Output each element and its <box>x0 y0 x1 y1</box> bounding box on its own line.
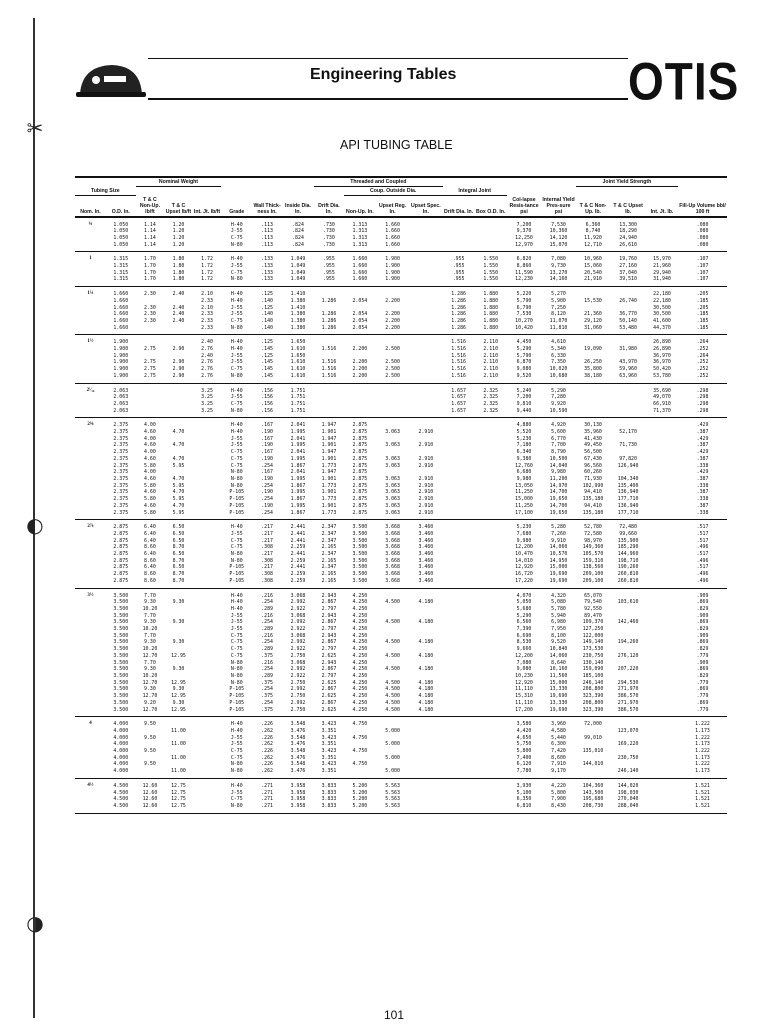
ij-drift-dia-cell <box>443 418 475 520</box>
fillup-volume-cell: .080 .080 .080 .080 <box>696 221 709 248</box>
coup-nonup-od-cell: 2.054 2.054 2.054 2.054 <box>352 297 368 331</box>
od-cell: 1.660 1.660 1.660 1.660 1.660 1.660 <box>113 291 129 331</box>
inside-dia-cell: 1.410 1.380 1.410 1.380 1.380 1.380 <box>290 291 306 331</box>
jy-upset-cell: 13,300 18,290 24,940 26,610 <box>619 221 637 248</box>
coup-upset-reg-od-cell <box>376 383 409 418</box>
coup-upset-reg-od-cell: 3.668 3.668 3.668 3.668 3.668 3.668 3.668 3.668 3.668 <box>385 524 400 584</box>
tc-upset-weight-cell: 12.75 12.75 12.75 12.75 <box>171 782 186 809</box>
collapse-resistance-cell: 7,200 9,370 12,250 12,970 <box>515 221 533 248</box>
fillup-volume-cell: .107 .107 .107 .107 <box>696 256 709 283</box>
grade-cell: H-40 H-40 J-55 J-55 C-75 C-75 N-80 N-80 <box>230 721 243 775</box>
jy-int-cell <box>646 217 678 252</box>
ij-box-od-cell <box>475 717 507 779</box>
coup-upset-reg-od-cell: 3.063 3.063 3.063 3.063 3.063 3.063 3.063 3.063 3.063 3.063 <box>385 429 400 516</box>
header-blank <box>282 177 314 187</box>
jy-nonup-cell: 15,530 21,360 29,120 31,060 <box>584 297 602 331</box>
nominal-size-cell: ¾ <box>88 221 93 227</box>
jy-upset-cell: 31,980 43,970 59,960 63,960 <box>619 346 637 379</box>
nominal-size-cell: 2⅜ <box>87 422 94 428</box>
drift-dia-cell: 1.286 1.286 1.286 1.286 <box>321 297 337 331</box>
inside-dia-cell: 3.548 3.476 3.548 3.476 3.548 3.476 3.548 3.476 <box>290 721 306 775</box>
od-cell: 1.050 1.050 1.050 1.050 <box>113 221 129 248</box>
header-wall: Wall Thick-ness In. <box>252 196 282 217</box>
brand-logo: OTIS <box>628 51 740 111</box>
tc-upset-weight-cell: 9.30 9.30 9.30 12.95 9.30 12.95 9.30 12.95 9.30 12.95 <box>171 599 186 713</box>
header-tubing-size-label: Tubing Size <box>75 187 136 196</box>
header-coup-nonup: Non-Up. In. <box>344 196 376 217</box>
ij-drift-dia-cell: 1.516 1.516 1.516 1.516 1.516 1.516 <box>451 339 466 379</box>
drift-dia-cell: 1.516 1.516 1.516 1.516 <box>321 346 337 379</box>
jy-nonup-cell: 30,130 35,960 41,430 49,450 56,500 67,430 96,560 60,260 71,930 102,990 94,410 135,180 94,410 135,180 <box>582 422 604 516</box>
table-row <box>75 335 727 383</box>
coup-upset-reg-od-cell: 1.900 1.900 1.900 1.900 <box>385 256 400 283</box>
coup-nonup-od-cell: 5.200 5.200 5.200 5.200 <box>352 782 368 809</box>
int-jt-weight-cell <box>193 217 222 252</box>
collapse-resistance-cell: 4,880 5,520 5,230 7,180 6,340 9,380 12,760 6,680 9,980 13,050 11,250 15,000 11,250 17,100 <box>515 422 533 516</box>
inside-dia-cell: 3.958 3.958 3.958 3.958 <box>290 782 306 809</box>
int-jt-weight-cell <box>193 520 222 588</box>
jy-int-cell <box>646 717 678 779</box>
jy-nonup-cell: 72,000 99,010 135,010 144,010 <box>582 721 604 768</box>
internal-yield-cell: 7,080 9,730 13,270 14,160 <box>549 256 568 283</box>
tc-upset-weight-cell: 1.20 1.20 1.20 1.20 <box>172 221 185 248</box>
int-jt-weight-cell: 1.72 1.72 1.72 1.72 <box>201 256 213 283</box>
tc-upset-weight-cell: 2.90 2.90 2.90 2.90 <box>172 346 185 379</box>
wall-thickness-cell: .156 .156 .156 .156 <box>261 387 273 414</box>
collapse-resistance-cell: 6,820 8,860 11,590 12,230 <box>515 256 533 283</box>
collapse-resistance-cell: 3,930 5,100 6,350 6,810 <box>516 782 532 809</box>
wall-thickness-cell: .125 .145 .125 .145 .145 .145 <box>261 339 273 379</box>
coup-nonup-od-cell: 1.313 1.313 1.313 1.313 <box>352 221 368 248</box>
jy-nonup-cell: 65,070 79,540 92,550 89,470 109,370 127,250 122,000 149,140 173,530 230,750 130,140 159,090 185,100 246,140 208,800 323,390 208,800 323,390 <box>582 592 604 713</box>
od-cell: 4.000 4.000 4.000 4.000 4.000 4.000 4.000 4.000 <box>113 721 129 775</box>
jy-upset-cell: 19,760 27,160 37,040 39,510 <box>619 256 637 283</box>
header-blank <box>576 187 678 196</box>
fillup-volume-cell: .517 .517 .517 .496 .517 .496 .517 .496 .496 <box>696 524 709 584</box>
nominal-size-cell: 3½ <box>87 592 94 598</box>
grade-cell: H-40 J-55 C-75 N-80 <box>230 256 243 283</box>
coup-nonup-od-cell: 2.875 2.875 2.875 2.875 2.875 2.875 2.875 2.875 2.875 2.875 2.875 2.875 2.875 2.875 <box>352 422 368 516</box>
coup-upset-spec-od-cell <box>409 778 442 813</box>
header-threaded-coupled: Threaded and Coupled <box>314 177 442 187</box>
coup-upset-reg-od-cell: 5.000 5.000 5.000 5.000 <box>385 727 400 775</box>
header-blank <box>541 187 576 196</box>
tc-upset-weight-cell: 1.80 1.80 1.80 1.80 <box>172 256 185 283</box>
coup-nonup-od-cell <box>344 383 376 418</box>
binder-ring-icon: ◐ <box>26 513 44 537</box>
drift-dia-cell: .955 .955 .955 .955 <box>323 256 335 283</box>
header-blank <box>314 187 344 196</box>
jy-upset-cell: 123,070 169,220 230,750 246,140 <box>617 727 639 775</box>
header-rule <box>148 98 628 100</box>
ij-box-od-cell <box>475 418 507 520</box>
header-blank <box>541 177 576 187</box>
tc-nonup-weight-cell: 2.75 2.75 2.75 2.75 <box>144 346 156 379</box>
coup-upset-spec-od-cell <box>409 252 442 287</box>
tc-nonup-weight-cell: 1.14 1.14 1.14 1.14 <box>144 221 156 248</box>
coup-nonup-od-cell: 3.500 3.500 3.500 3.500 3.500 3.500 3.500 3.500 3.500 <box>352 524 368 584</box>
ij-drift-dia-cell <box>443 717 475 779</box>
header-od: O.D. In. <box>106 196 136 217</box>
inside-dia-cell: 1.650 1.610 1.650 1.610 1.610 1.610 <box>290 339 306 379</box>
header-jy-nonup: T & C Non-Up. lb. <box>576 196 611 217</box>
internal-yield-cell: 5,280 7,260 9,910 14,060 10,570 14,950 15,000 19,690 19,690 <box>549 524 568 584</box>
internal-yield-cell: 4,220 5,800 7,900 8,430 <box>551 782 566 809</box>
wall-thickness-cell: .133 .133 .133 .133 <box>261 256 273 283</box>
table-row <box>75 252 727 287</box>
int-jt-weight-cell <box>193 778 222 813</box>
coup-upset-reg-od-cell: 5.563 5.563 5.563 5.563 <box>385 782 400 809</box>
internal-yield-cell: 4,320 5,080 5,780 5,940 6,980 7,950 8,100 9,520 10,840 14,060 8,640 10,160 11,560 15,000 13,330 19,690 13,330 19,690 <box>549 592 568 713</box>
ij-drift-dia-cell: 1.286 1.286 1.286 1.286 1.286 1.286 <box>451 291 466 331</box>
header-joint-yield: Joint Yield Strength <box>576 177 678 187</box>
ij-box-od-cell: 2.110 2.110 2.110 2.110 2.110 2.110 <box>483 339 499 379</box>
grade-cell: H-40 H-40 H-40 J-55 J-55 J-55 C-75 C-75 C-75 C-75 N-80 N-80 N-80 N-80 P-105 P-105 P-105 P-105 <box>229 592 245 713</box>
header-blank <box>678 177 727 187</box>
tc-nonup-weight-cell: 9.50 9.50 9.50 9.50 <box>144 721 156 768</box>
collapse-resistance-cell: 4,450 5,290 5,790 6,870 9,080 9,520 <box>516 339 532 379</box>
tc-nonup-weight-cell: 12.60 12.60 12.60 12.60 <box>142 782 158 809</box>
coup-upset-reg-od-cell: 2.500 2.500 2.500 2.500 <box>385 346 400 379</box>
wall-thickness-cell: .217 .217 .217 .308 .217 .308 .217 .308 .308 <box>261 524 273 584</box>
fillup-volume-cell: .429 .387 .429 .387 .429 .387 .338 .429 .387 .338 .387 .338 .387 .338 <box>696 422 709 516</box>
coup-upset-spec-od-cell: 4.180 4.180 4.180 4.180 4.180 4.180 4.180 4.180 4.180 4.180 <box>418 599 434 713</box>
header-int-jt-wt: Int. Jt. lb/ft <box>193 196 222 217</box>
table-body <box>75 217 727 814</box>
fillup-volume-cell: .264 .252 .264 .252 .252 .252 <box>696 339 709 379</box>
jy-int-cell: 15,970 21,960 29,940 31,940 <box>653 256 671 283</box>
jy-nonup-cell: 19,090 26,250 35,800 38,180 <box>584 346 602 379</box>
header-blank <box>507 187 542 196</box>
int-jt-weight-cell: 3.25 3.25 3.25 3.25 <box>201 387 213 414</box>
drift-dia-cell: 2.347 2.347 2.347 2.165 2.347 2.165 2.347 2.165 2.165 <box>321 524 337 584</box>
coup-upset-spec-od-cell <box>409 287 442 335</box>
grade-cell: H-40 H-40 J-55 J-55 C-75 C-75 C-75 N-80 N-80 N-80 P-105 P-105 P-105 P-105 <box>229 422 245 516</box>
inside-dia-cell: 2.441 2.441 2.441 2.259 2.441 2.259 2.441 2.259 2.259 <box>290 524 306 584</box>
drift-dia-cell: 3.833 3.833 3.833 3.833 <box>321 782 337 809</box>
int-jt-weight-cell: 2.10 2.33 2.10 2.33 2.33 2.33 <box>201 291 213 331</box>
ij-drift-dia-cell <box>443 588 475 717</box>
jy-upset-cell: 26,740 36,770 50,140 53,480 <box>619 297 637 331</box>
internal-yield-cell: 5,270 5,900 7,250 8,120 11,070 11,810 <box>549 291 568 331</box>
header-blank <box>221 177 252 187</box>
coup-upset-spec-od-cell: 2.910 2.910 2.910 2.910 2.910 2.910 2.910 2.910 2.910 2.910 <box>418 429 434 516</box>
header-nom: Nom. In. <box>75 196 106 217</box>
jy-upset-cell: 144,020 198,030 270,040 288,040 <box>617 782 639 809</box>
binder-ring-icon: ◑ <box>26 911 44 935</box>
header-blank <box>136 187 222 196</box>
header-top-rule <box>148 58 628 59</box>
tc-upset-weight-cell: 6.50 6.50 6.50 8.70 6.50 8.70 6.50 8.70 8.70 <box>172 524 185 584</box>
jy-nonup-cell: 52,780 72,580 98,970 149,360 105,570 159,310 138,560 209,100 209,100 <box>582 524 604 584</box>
header-jy-upset: T & C Upset lb. <box>610 196 646 217</box>
ij-box-od-cell: 1.880 1.880 1.880 1.880 1.880 1.880 <box>483 291 499 331</box>
wall-thickness-cell: .125 .140 .125 .140 .140 .140 <box>261 291 273 331</box>
ij-drift-dia-cell <box>443 778 475 813</box>
internal-yield-cell: 5,290 7,280 9,920 10,590 <box>549 387 568 414</box>
header-tc-nonup-wt: T & C Non-Up. lb/ft <box>136 196 165 217</box>
coup-nonup-od-cell: 4.750 4.750 4.750 4.750 <box>352 721 368 768</box>
drift-dia-cell: .730 .730 .730 .730 <box>323 221 335 248</box>
drift-dia-cell: 1.947 1.901 1.947 1.901 1.947 1.901 1.773 1.947 1.901 1.773 1.901 1.773 1.901 1.773 <box>321 422 337 516</box>
inside-dia-cell: .824 .824 .824 .824 <box>292 221 304 248</box>
jy-int-cell <box>646 520 678 588</box>
int-jt-weight-cell: 2.40 2.76 2.40 2.76 2.76 2.76 <box>201 339 213 379</box>
tubing-table-container <box>75 176 727 814</box>
page-number: 101 <box>384 1008 405 1022</box>
collapse-resistance-cell: 3,580 4,420 4,650 5,750 5,800 7,400 6,120 7,780 <box>516 721 532 775</box>
tc-nonup-weight-cell: 1.70 1.70 1.70 1.70 <box>144 256 156 283</box>
header-jy-int: Int. Jt. lb. <box>646 196 678 217</box>
coup-upset-reg-od-cell: 1.660 1.660 1.660 1.660 <box>385 221 400 248</box>
header-blank <box>507 177 542 187</box>
page-title: Engineering Tables <box>310 66 457 83</box>
tc-nonup-weight-cell: 7.70 9.30 10.20 7.70 9.30 10.20 7.70 9.30 10.20 12.70 7.70 9.30 10.20 12.70 9.30 12.70 9.20 12.70 <box>142 592 158 713</box>
table-row <box>75 717 727 779</box>
tc-nonup-weight-cell: 4.00 4.60 4.00 4.60 4.00 4.60 5.80 4.00 4.60 5.80 4.60 5.80 4.60 5.80 <box>144 422 156 516</box>
tc-nonup-weight-cell: 2.30 2.30 2.30 2.30 <box>144 291 156 324</box>
hardhat-logo-icon <box>74 60 148 100</box>
header-tubing-size <box>75 177 136 187</box>
jy-int-cell: 22,180 22,180 30,500 30,500 41,600 44,370 <box>653 291 671 331</box>
ij-drift-dia-cell: 1.657 1.657 1.657 1.657 <box>451 387 466 414</box>
nominal-size-cell: 2¹⁄₁₆ <box>86 387 95 393</box>
ij-drift-dia-cell: .955 .955 .955 .955 <box>452 256 465 283</box>
wall-thickness-cell: .113 .113 .113 .113 <box>261 221 273 248</box>
fillup-volume-cell: .205 .185 .205 .185 .185 .185 <box>696 291 709 331</box>
internal-yield-cell: 4,610 5,340 6,330 7,350 10,020 10,680 <box>549 339 568 379</box>
coup-upset-reg-od-cell: 4.500 4.500 4.500 4.500 4.500 4.500 4.500 4.500 4.500 4.500 <box>385 599 400 713</box>
header-nominal-weight: Nominal Weight <box>136 177 222 187</box>
od-cell: 4.500 4.500 4.500 4.500 <box>113 782 129 809</box>
jy-int-cell: 35,690 49,070 66,910 71,370 <box>653 387 671 414</box>
grade-cell: H-40 J-55 C-75 N-80 <box>230 782 243 809</box>
table-row <box>75 588 727 717</box>
jy-upset-cell: 103,610 142,460 194,260 276,120 207,220 294,530 271,970 386,570 271,970 386,570 <box>617 599 639 713</box>
ij-box-od-cell: 2.325 2.325 2.325 2.325 <box>483 387 499 414</box>
inside-dia-cell: 1.751 1.751 1.751 1.751 <box>290 387 306 414</box>
ij-box-od-cell <box>475 778 507 813</box>
nominal-size-cell: 4 <box>89 721 92 727</box>
tc-upset-weight-cell: 11.00 11.00 11.00 11.00 <box>171 727 186 775</box>
wall-thickness-cell: .271 .271 .271 .271 <box>261 782 273 809</box>
wall-thickness-cell: .167 .190 .167 .190 .167 .190 .254 .167 .190 .254 .190 .254 .190 .254 <box>261 422 273 516</box>
nominal-size-cell: 2⅞ <box>87 524 94 530</box>
collapse-resistance-cell: 5,230 7,680 9,980 12,200 10,470 14,010 12,920 16,720 17,220 <box>515 524 533 584</box>
coup-upset-spec-od-cell <box>409 717 442 779</box>
header-grade: Grade <box>221 196 252 217</box>
header-collapse: Col-lapse Resis-tance psi <box>507 196 542 217</box>
fillup-volume-cell: .909 .869 .829 .909 .869 .829 .909 .869 .829 .779 .909 .869 .829 .779 .869 .779 .869 .779 <box>696 592 709 713</box>
od-cell: 1.315 1.315 1.315 1.315 <box>113 256 129 283</box>
header-coup-outside-dia: Coup. Outside Dia. <box>344 187 443 196</box>
jy-nonup-cell <box>576 383 611 418</box>
jy-int-cell <box>646 588 678 717</box>
tc-upset-weight-cell: 2.40 2.40 2.40 2.40 <box>172 291 185 324</box>
tc-nonup-weight-cell: 6.40 6.40 6.40 8.60 6.40 8.60 6.40 8.60 8.60 <box>144 524 156 584</box>
table-row <box>75 287 727 335</box>
nominal-size-cell: 1½ <box>87 339 94 345</box>
fillup-volume-cell: 1.521 1.521 1.521 1.521 <box>695 782 710 809</box>
drift-dia-cell: 2.943 2.867 2.797 2.943 2.867 2.797 2.943 2.867 2.797 2.625 2.943 2.867 2.797 2.625 2.867 2.625 2.867 2.625 <box>321 592 337 713</box>
header-blank <box>221 187 252 196</box>
collapse-resistance-cell: 4,070 5,050 5,680 5,290 6,560 7,390 6,690 8,530 9,660 12,200 7,080 9,080 10,230 12,920 11,110 15,310 11,110 17,200 <box>515 592 533 713</box>
internal-yield-cell: 7,530 10,360 14,120 15,070 <box>549 221 568 248</box>
ij-box-od-cell <box>475 520 507 588</box>
header-tc-upset-wt: T & C Upset lb/ft <box>164 196 193 217</box>
jy-upset-cell: 52,170 71,730 97,820 126,940 104,340 135,400 136,940 177,710 136,940 177,710 <box>617 429 639 516</box>
coup-upset-spec-od-cell <box>409 335 442 383</box>
nominal-size-cell: 4½ <box>87 782 94 788</box>
api-tubing-table <box>75 176 727 814</box>
coup-nonup-od-cell: 4.250 4.250 4.250 4.250 4.250 4.250 4.250 4.250 4.250 4.250 4.250 4.250 4.250 4.250 4.250 4.250 4.250 4.250 <box>352 592 368 713</box>
int-jt-weight-cell <box>193 717 222 779</box>
coup-nonup-od-cell: 2.200 2.200 2.200 2.200 <box>352 346 368 379</box>
wall-thickness-cell: .226 .262 .226 .262 .226 .262 .226 .262 <box>261 721 273 775</box>
nominal-size-cell: 1¼ <box>87 291 94 297</box>
header-fillup: Fill-Up Volume bbl/ 100 ft <box>678 196 727 217</box>
ij-drift-dia-cell <box>443 520 475 588</box>
grade-cell: H-40 H-40 J-55 J-55 C-75 N-80 <box>230 339 243 379</box>
header-internal-yield: Internal Yield Pres-sure psi <box>542 196 575 215</box>
inside-dia-cell: 2.041 1.995 2.041 1.995 2.041 1.995 1.867 2.041 1.995 1.867 1.995 1.867 1.995 1.867 <box>290 422 306 516</box>
jy-nonup-cell: 6,360 8,740 11,920 12,710 <box>584 221 602 248</box>
table-row <box>75 520 727 588</box>
jy-int-cell <box>646 778 678 813</box>
od-cell: 3.500 3.500 3.500 3.500 3.500 3.500 3.500 3.500 3.500 3.500 3.500 3.500 3.500 3.500 3.500 3.500 3.500 3.500 <box>113 592 129 713</box>
coup-upset-spec-od-cell: 3.460 3.460 3.460 3.460 3.460 3.460 3.460 3.460 3.460 <box>418 524 434 584</box>
drift-dia-cell <box>314 383 344 418</box>
internal-yield-cell: 3,960 4,580 5,440 6,300 7,420 8,600 7,910 9,170 <box>551 721 566 775</box>
header-ij-box-od: Box O.D. In. <box>475 196 507 217</box>
drift-dia-cell: 3.423 3.351 3.423 3.351 3.423 3.351 3.423 3.351 <box>321 721 337 775</box>
header-blank <box>252 187 282 196</box>
tc-upset-weight-cell: 4.70 4.70 4.70 5.95 4.70 5.95 4.70 5.95 4.70 5.95 <box>172 429 185 516</box>
od-cell: 2.063 2.063 2.063 2.063 <box>113 387 129 414</box>
header-integral-joint: Integral Joint <box>443 187 507 196</box>
coup-upset-spec-od-cell <box>409 217 442 252</box>
int-jt-weight-cell <box>193 418 222 520</box>
table-row <box>75 778 727 813</box>
table-row <box>75 383 727 418</box>
jy-upset-cell <box>610 383 646 418</box>
grade-cell: H-40 J-55 C-75 N-80 <box>230 221 243 248</box>
jy-int-cell: 26,890 26,890 36,970 36,970 50,420 53,780 <box>653 339 671 379</box>
inside-dia-cell: 1.049 1.049 1.049 1.049 <box>290 256 306 283</box>
coup-upset-spec-od-cell <box>409 383 442 418</box>
table-row <box>75 217 727 252</box>
tc-upset-weight-cell <box>164 383 193 418</box>
internal-yield-cell: 4,920 5,600 6,770 7,700 8,790 10,500 14,040 9,980 11,200 14,970 14,700 19,650 14,700 19,650 <box>549 422 568 516</box>
header-coup-upset-spec: Upset Spec. In. <box>409 196 442 217</box>
nominal-size-cell: 1 <box>89 256 92 262</box>
collapse-resistance-cell: 5,240 7,200 9,810 9,440 <box>516 387 532 414</box>
header-blank <box>252 177 282 187</box>
coup-nonup-od-cell: 1.660 1.660 1.660 1.660 <box>352 256 368 283</box>
header-blank <box>282 187 314 196</box>
ij-box-od-cell <box>475 588 507 717</box>
jy-int-cell <box>646 418 678 520</box>
header-inside-dia: Inside Dia. In. <box>282 196 314 217</box>
header-coup-upset-reg: Upset Reg. In. <box>376 196 409 217</box>
jy-upset-cell: 72,480 99,660 135,900 185,290 144,960 198,710 190,260 260,810 260,810 <box>617 524 639 584</box>
int-jt-weight-cell <box>193 588 222 717</box>
coup-upset-reg-od-cell: 2.200 2.200 2.200 2.200 <box>385 297 400 331</box>
jy-nonup-cell: 10,960 15,060 20,540 21,910 <box>584 256 602 283</box>
table-title: API TUBING TABLE <box>340 138 453 152</box>
jy-nonup-cell: 104,360 143,500 195,680 208,730 <box>582 782 604 809</box>
table-row <box>75 418 727 520</box>
header-ij-drift: Drift Dia. In. <box>443 196 475 217</box>
inside-dia-cell: 3.068 2.992 2.922 3.068 2.992 2.922 3.068 2.992 2.922 2.750 3.068 2.992 2.922 2.750 2.992 2.750 2.992 2.750 <box>290 592 306 713</box>
grade-cell: H-40 H-40 J-55 J-55 C-75 N-80 <box>230 291 243 331</box>
grade-cell: H-40 J-55 C-75 C-75 N-80 N-80 P-105 P-105 P-105 <box>229 524 245 584</box>
grade-cell: H-40 J-55 C-75 N-80 <box>230 387 243 414</box>
header-blank <box>443 177 507 187</box>
od-cell: 2.375 2.375 2.375 2.375 2.375 2.375 2.375 2.375 2.375 2.375 2.375 2.375 2.375 2.375 <box>113 422 129 516</box>
od-cell: 2.875 2.875 2.875 2.875 2.875 2.875 2.875 2.875 2.875 <box>113 524 129 584</box>
collapse-resistance-cell: 5,220 5,790 6,790 7,530 10,270 10,420 <box>515 291 533 331</box>
header-drift-dia: Drift Dia. In. <box>314 196 344 217</box>
ij-box-od-cell: 1.550 1.550 1.550 1.550 <box>483 256 499 283</box>
ij-drift-dia-cell <box>443 217 475 252</box>
tc-nonup-weight-cell <box>136 383 165 418</box>
binder-clip-icon: ✂ <box>26 116 44 140</box>
fillup-volume-cell: .298 .298 .298 .298 <box>696 387 709 414</box>
header-blank <box>678 187 727 196</box>
wall-thickness-cell: .216 .254 .289 .216 .254 .289 .216 .254 .289 .375 .216 .254 .289 .375 .254 .375 .254 .375 <box>261 592 273 713</box>
fillup-volume-cell: 1.222 1.173 1.222 1.173 1.222 1.173 1.222 1.173 <box>695 721 710 775</box>
od-cell: 1.900 1.900 1.900 1.900 1.900 1.900 <box>113 339 129 379</box>
ij-box-od-cell <box>475 217 507 252</box>
